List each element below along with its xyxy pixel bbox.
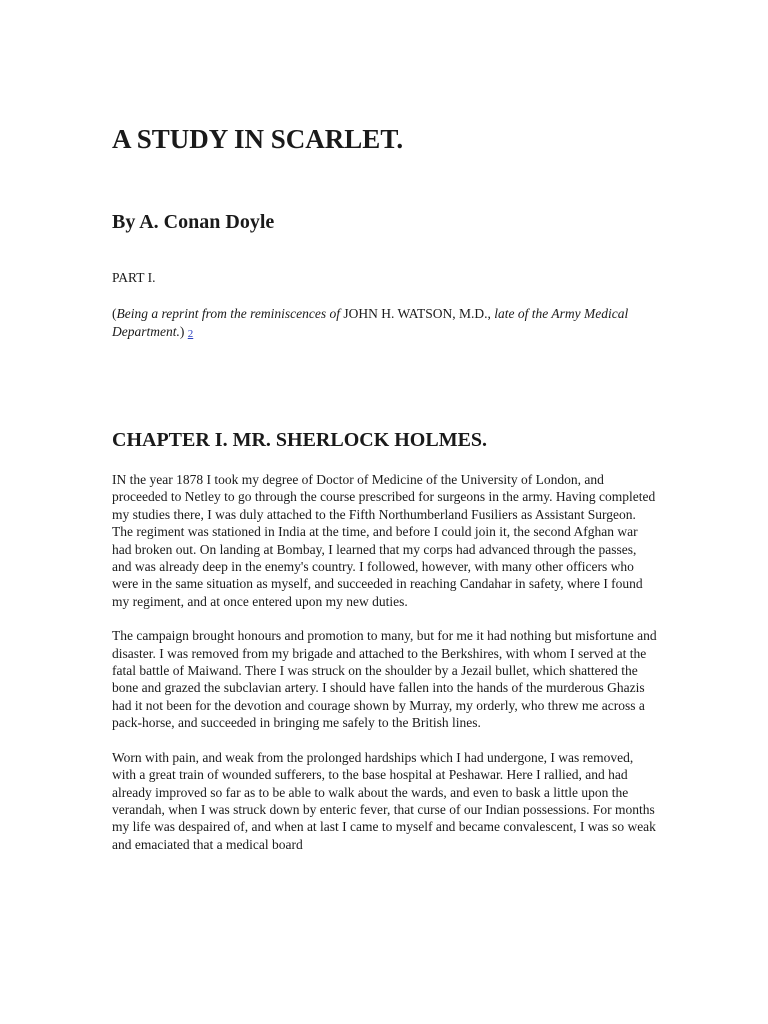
note-open-paren: ( xyxy=(112,306,117,321)
document-title: A STUDY IN SCARLET. xyxy=(112,124,404,154)
paragraph: IN the year 1878 I took my degree of Doctor of Medicine of the University of London, and proceeded to Netley to go through the course prescribed for surgeons in the army. Having completed my studies there, I was duly attached to the Fifth Northumberland Fusiliers as Assistant Surgeon. The regiment was stationed in India at the time, and before I could join it, the second Afghan war had broken out. On landing at Bombay, I learned that my corps had advanced through the passes, and was already deep in the enemy's country. I followed, however, with many other officers who were in the same situation as myself, and succeeded in reaching Candahar in safety, where I found my regiment, and at once entered upon my new duties. xyxy=(112,472,656,609)
chapter-heading: CHAPTER I. MR. SHERLOCK HOLMES. xyxy=(112,429,488,451)
note-close-paren: ) xyxy=(179,324,185,339)
note-author-name: JOHN H. WATSON, M.D., xyxy=(339,306,495,321)
paragraph: Worn with pain, and weak from the prolonged hardships which I had undergone, I was removed, with a great train of wounded sufferers, to the base hospital at Peshawar. Here I rallied, and had already improved so far as to be able to walk about the wards, and even to bask a little upon the verandah, when I was struck down by enteric fever, that curse of our Indian possessions. For months my life was despaired of, and when at last I came to myself and became convalescent, I was so weak and emaciated that a medical board xyxy=(112,749,656,852)
chapter-body xyxy=(112,471,657,870)
note-italic-intro: Being a reprint from the reminiscences of xyxy=(116,306,340,321)
note-italic-department: late of the Army Medical Department. xyxy=(112,306,629,339)
part-label: PART I. xyxy=(112,270,156,285)
author-line: By A. Conan Doyle xyxy=(112,211,275,233)
paragraph: The campaign brought honours and promotion to many, but for me it had nothing but misfortune and disaster. I was removed from my brigade and attached to the Berkshires, with whom I served at the fatal battle of Maiwand. There I was struck on the shoulder by a Jezail bullet, which shattered the bone and grazed the subclavian artery. I should have fallen into the hands of the murderous Ghazis had it not been for the devotion and courage shown by Murray, my orderly, who threw me across a pack-horse, and succeeded in bringing me safely to the British lines. xyxy=(112,628,657,731)
footnote-link[interactable]: 2 xyxy=(187,328,194,340)
reprint-note xyxy=(112,305,657,343)
